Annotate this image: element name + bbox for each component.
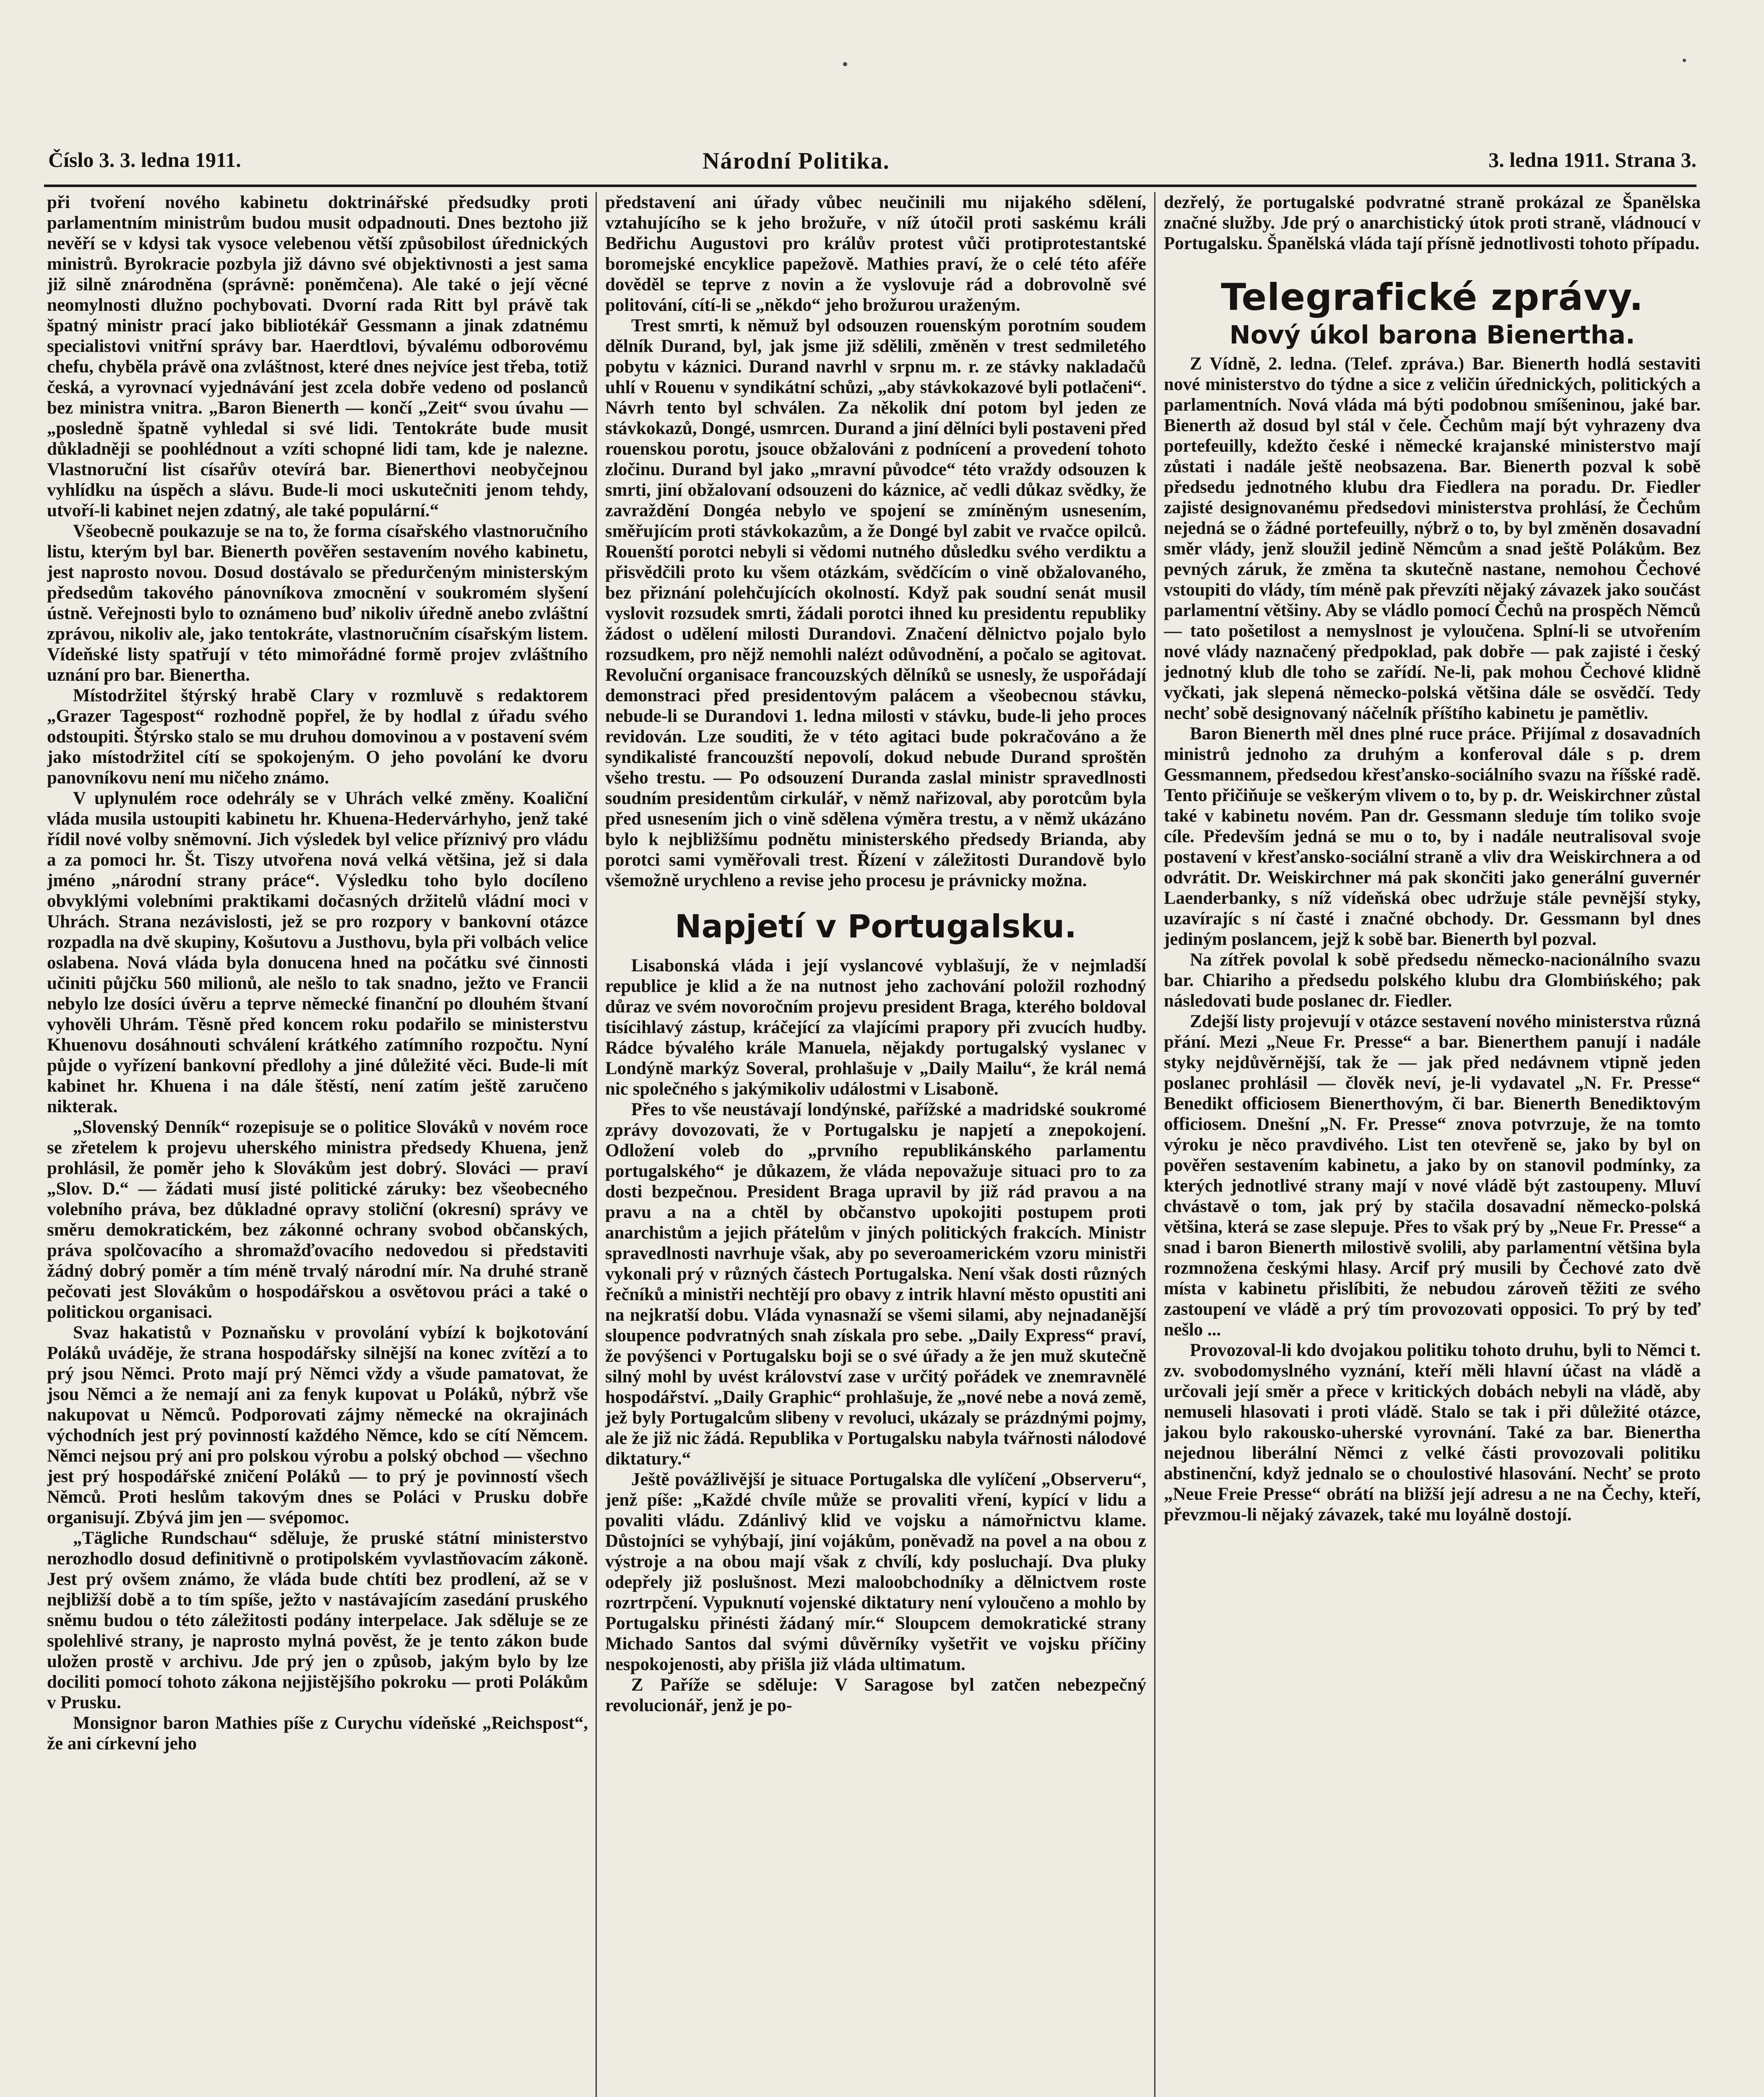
paragraph: Místodržitel štýrský hrabě Clary v rozmluvě s redaktorem „Grazer Tagespost“ rozhodně popřel, že by hodlal z úřadu svého odstoupiti. Štýrsko stalo se mu druhou domovinou a v postavení svém jako místodržitel cítí se spokojeným. O jeho povolání ke dvoru panovníkovu není mu ničeho známo. bbox=[47, 686, 588, 788]
header-date-page: 3. ledna 1911. Strana 3. bbox=[1488, 148, 1696, 172]
paragraph: dezřelý, že portugalské podvratné straně prokázal ze Španělska značné služby. Jde prý o anarchistický útok proti straně, vládnoucí v Portugalsku. Španělská vláda tají přísně jednotlivosti tohoto případu. bbox=[1164, 193, 1701, 253]
header-rule bbox=[44, 185, 1696, 187]
paragraph: V uplynulém roce odehrály se v Uhrách velké změny. Koaliční vláda musila ustoupiti kabinetu hr. Khuena-Hedervárhyho, jenž také řídil nové volby sněmovní. Jich výsledek byl velice příznivý pro vládu a za pomoci hr. Št. Tiszy utvořena nová velká většina, jež si dala jméno „národní strany práce“. Výsledku toho bylo docíleno obvyklými volebními praktikami dočasných držitelů vládní moci v Uhrách. Strana nezávislosti, jež se pro rozpory v bankovní otázce rozpadla na dvě skupiny, Košutovu a Justhovu, byla při volbách velice oslabena. Nová vláda byla donucena hned na počátku své činnosti učiniti půjčku 560 milionů, ale nešlo to tak snadno, ježto ve Francii nebylo lze dosíci úvěru a teprve německé finanční po dlouhém štvaní vyhověli Uhrám. Těsně před koncem roku podařilo se ministerstvu Khuenovu dosáhnouti schválení krátkého zatímního rozpočtu. Nyní půjde o vyřízení bankovní předlohy a jiné důležité věci. Bude-li mít kabinet hr. Khuena i na dále štěstí, není zatím ještě zaručeno nikterak. bbox=[47, 788, 588, 1116]
paragraph: Lisabonská vláda i její vyslancové vyblašují, že v nejmladší republice je klid a že na nutnost jeho zachování položil rozhodný důraz ve svém novoročním projevu president Braga, kterého boldoval tisícihlavý zástup, kráčející za vlajícími prapory při zvucích hudby. Rádce bývalého krále Manuela, nějakdy portugalský vyslanec v Londýně markýz Soveral, prohlašuje v „Daily Mailu“, že král nemá nic společného s jakýmikoliv událostmi v Lisaboně. bbox=[605, 956, 1146, 1099]
paragraph: při tvoření nového kabinetu doktrinářské předsudky proti parlamentním ministrům budou musit odpadnouti. Dnes beztoho již nevěří se v kdysi tak vysoce velebenou větší způsobilost úřednických ministrů. Byrokracie pozbyla již dávno své objektivnosti a jest sama již silně znárodněna (správně: poněmčena). Ale také o její věcné neomylnosti dlužno pochybovati. Dvorní rada Ritt byl právě tak špatný ministr prací jako bibliotékář Gessmann a jinak zdatnému specialistovi vnitřní správy bar. Haerdtlovi, bývalému odborovému chefu, chyběla právě ona zvláštnost, které dnes nejvíce jest třeba, totiž česká, a vyrovnací vyjednávání jest zcela dobře vedeno od poslanců bez ministra vnitra. „Baron Bienerth — končí „Zeit“ svou úvahu — „posledně špatně vyhledal si své lidi. Tentokráte bude musit důkladněji se poohlédnout a vzíti schopné lidi tam, kde je nalezne. Vlastnoruční list císařův otevírá bar. Bienerthovi neobyčejnou vyhlídku na úspěch a slávu. Bude-li moci uskutečniti jenom tehdy, utvoří-li kabinet nejen zdatný, ale také populární.“ bbox=[47, 193, 588, 520]
paragraph: Na zítřek povolal k sobě předsedu německo-nacionálního svazu bar. Chiariho a předsedu polského klubu dra Glombińského; pak následovati bude poslanec dr. Fiedler. bbox=[1164, 950, 1701, 1011]
print-speck bbox=[1683, 59, 1686, 62]
paragraph: Z Vídně, 2. ledna. (Telef. zpráva.) Bar. Bienerth hodlá sestaviti nové ministerstvo do týdne a sice z veličin úřednických, politických a parlamentních. Nová vláda má býti podobnou smíšeninou, jaké bar. Bienerth až dosud byl stál v čele. Čechům mají být vyhrazeny dva portefeuilly, kdežto české i německé krajanské ministerstvo mají zůstati i nadále ještě neobsazena. Bar. Bienerth pozval k sobě předsedu jednotného klubu dra Fiedlera na poradu. Dr. Fiedler zajisté designovanému předsedovi ministerstva prohlásí, že Čechům nejedná se o žádné portefeuilly, nýbrž o to, by byl změněn dosavadní směr vlády, jenž sloužil jedině Němcům a snad ještě Polákům. Bez pevných záruk, že změna ta skutečně nastane, nemohou Čechové vstoupiti do vlády, tím méně pak převzíti nějaký závazek jako součást parlamentní většiny. Aby se vládlo pomocí Čechů na prospěch Němců — tato pošetilost a nemyslnost je vyloučena. Splní-li se utvořením nové vlády naznačený předpoklad, pak dobře — pak zajisté i český jednotný klub dle toho se zařídí. Ne-li, pak mohou Čechové klidně vyčkati, jak slepená německo-polská většina dále se osvědčí. Tedy nechť sobě designovaný náčelník příštího kabinetu je pamětliv. bbox=[1164, 354, 1701, 723]
article-title-bienerth: Nový úkol barona Bienertha. bbox=[1229, 320, 1635, 350]
paragraph: představení ani úřady vůbec neučinili mu nijakého sdělení, vztahujícího se k jeho brožuře, v níž útočil proti saskému králi Bedřichu Augustovi pro králův protest vůči protiprotestantské boromejské encyklice papežově. Mathies praví, že o celé této aféře dověděl se teprve z novin a že vyslovuje rád a dobrovolně své politování, cítí-li se „někdo“ jeho brožurou uraženým. bbox=[605, 193, 1146, 315]
paragraph: Provozoval-li kdo dvojakou politiku tohoto druhu, byli to Němci t. zv. svobodomyslného vyznání, kteří měli hlavní účast na vládě a určovali její směr a přece v kritických dobách nebyli na vládě, aby nemuseli hlasovati i proti vládě. Stalo se tak i při důležité otázce, jakou bylo rakousko-uherské vyrovnání. Také za bar. Bienertha nejednou liberální Němci z velké části provozovali politiku abstinenční, když jednalo se o choulostivé hlasování. Nechť se proto „Neue Freie Presse“ obrátí na bližší její adresu a ne na Čechy, kteří, převzmou-li nějaký závazek, také mu loyálně dostojí. bbox=[1164, 1340, 1701, 1525]
column-divider bbox=[1154, 192, 1155, 2097]
paragraph: Zdejší listy projevují v otázce sestavení nového ministerstva různá přání. Mezi „Neue Fr. Presse“ a bar. Bienerthem panují i nadále styky nejdůvěrnější, tak že — jak před nedávnem vtipně jeden poslanec prohlásil — člověk neví, je-li vydavatel „N. Fr. Presse“ Benedikt officiosem Bienerthovým, či bar. Bienerth Benediktovým officiosem. Dnešní „N. Fr. Presse“ znova potvrzuje, že na tomto výroku je něco pravdivého. List ten otevřeně se, jako by byl on pověřen sestavením kabinetu, a jako by on stanovil podmínky, za kterých jednotlivé strany mají v nové vládě být zastoupeny. Mluví chvástavě o tom, jak prý by stačila dosavadní německo-polská většina, která se zase slepuje. Přes to však prý by „Neue Fr. Presse“ a snad i baron Bienerth milostivě svolili, aby parlamentní většina byla rozmnožena českými hlasy. Arcif prý musili by Čechové zato dvě místa v kabinetu přislíbiti, že nebudou zároveň těžiti ze svého zastoupení ve vládě a prý tím provozovati opposici. To prý by teď nešlo ... bbox=[1164, 1012, 1701, 1340]
paragraph: Z Paříže se sděluje: V Saragose byl zatčen nebezpečný revolucionář, jenž je po- bbox=[605, 1675, 1146, 1715]
masthead-title: Národní Politika. bbox=[702, 148, 890, 174]
paragraph: Přes to vše neustávají londýnské, pařížské a madridské soukromé zprávy dovozovati, že v Portugalsku je napjetí a znepokojení. Odložení voleb do „prvního republikánského parlamentu portugalského“ je důkazem, že vláda nepovažuje situaci pro to za dosti bezpečnou. President Braga upravil by již rád pravou a na pravu a na a chtěl by občanstvo upokojiti postupem proti anarchistům a jejich přátelům v jiných politických frakcích. Ministr spravedlnosti navrhuje však, aby po severoamerickém vzoru ministři vykonali prý v různých částech Portugalska. Není však dosti různých řečníků a ministři nechtějí pro obavy z intrik hlavní město opustiti ani na nejkratší dobu. Vláda vynasnaží se všemi silami, aby nejnadanější sloupence podvratných snah získala pro sebe. „Daily Express“ praví, že povýšenci v Portugalsku boji se o své úřady a že jen muž skutečně silný mohl by uvést království zase v určitý pořádek ve znemravnělé hospodářství. „Daily Graphic“ prohlašuje, že „nové nebe a nová země, jež byly Portugalcům slibeny v revoluci, ukázaly se prázdnými pojmy, ale že již nic žádá. Republika v Portugalsku nabyla tvářnosti nálodové diktatury.“ bbox=[605, 1100, 1146, 1469]
column-1 bbox=[47, 192, 588, 2097]
print-speck bbox=[843, 62, 847, 66]
column-divider bbox=[596, 192, 597, 2097]
paragraph: Monsignor baron Mathies píše z Curychu vídeňské „Reichspost“, že ani církevní jeho bbox=[47, 1713, 588, 1754]
section-title-telegraphic: Telegrafické zprávy. bbox=[1221, 276, 1644, 319]
paragraph: „Tägliche Rundschau“ sděluje, že pruské státní ministerstvo nerozhodlo dosud definitivně o protipolském vyvlastňovacím zákoně. Jest prý ovšem známo, že vláda bude chtíti bez prodlení, až se v nejbližší době a to tím spíše, ježto v nastávajícím zasedání pruského sněmu budou o této záležitosti podány interpelace. Jak sděluje se ze spolehlivé strany, je naprosto mylná pověst, že je tento zákon bude uložen prostě v archivu. Jde prý jen o způsob, jakým bylo by lze dociliti pomocí tohoto zákona nejjistějšího pokroku — proti Polákům v Prusku. bbox=[47, 1528, 588, 1712]
article-title-portugal: Napjetí v Portugalsku. bbox=[674, 908, 1077, 945]
paragraph: Trest smrti, k němuž byl odsouzen rouenským porotním soudem dělník Durand, byl, jak jsme již sdělili, změněn v trest sedmiletého pobytu v káznici. Durand navrhl v srpnu m. r. ze stávky nakladačů uhlí v Rouenu v syndikátní schůzi, „aby stávkokazové byli potlačeni“. Návrh tento byl schválen. Za několik dní potom byl jeden ze stávkokazů, Dongé, usmrcen. Durand a jiní dělníci byli postaveni před rouenskou porotu, jsouce obžalováni z podnícení a provedení tohoto zločinu. Durand byl jako „mravní původce“ této vraždy odsouzen k smrti, jiní obžalovaní odsouzeni do káznice, ač vedli důkaz svědky, že zavraždění Dongéa nebylo ve spojení se zmíněným usnesením, směřujícím proti stávkokazům, a že Dongé byl zabit ve rvačce opilců. Rouenští porotci nebyli si vědomi nutného důsledku svého verdiktu a přisvědčili proto ku všem otázkám, svědčícím o vině obžalovaného, bez přiznání polehčujících okolností. Když pak soudní senát musil vyslovit rozsudek smrti, žádali porotci ihned ku presidentu republiky žádost o udělení milosti Durandovi. Značení dělnictvo pojalo bylo rozsudkem, pro nějž nemohli nalézt odůvodnění, a počalo se agitovat. Revoluční organisace francouzských dělníků se usnesly, že uspořádají demonstraci před presidentovým palácem a všeobecnou stávku, nebude-li se Durandovi 1. ledna milosti v stávku, bude-li jeho proces revidován. Lze souditi, že v této agitaci bude pokračováno a že syndikalisté francouzští nepovolí, dokud nebude Durand sproštěn všeho trestu. — Po odsouzení Duranda zaslal ministr spravedlnosti soudním presidentům cirkulář, v němž nařizoval, aby porotcům byla před usnesením jich o vině sdělena výměra trestu, a v němž ukázáno bylo k nejbližšímu podnětu ministerského předsedy Brianda, aby porotci sami vyměřovali trest. Řízení v záležitosti Durandově bylo všemožně urychleno a revise jeho procesu je právnicky možna. bbox=[605, 316, 1146, 890]
column-2 bbox=[605, 192, 1146, 2097]
page-header bbox=[48, 148, 1696, 180]
paragraph: Všeobecně poukazuje se na to, že forma císařského vlastnoručního listu, kterým byl bar. Bienerth pověřen sestavením nového kabinetu, jest naprosto novou. Dosud dostávalo se předurčeným ministerským předsedům takového pánovníkova zmocnění v soukromém slyšení ústně. Veřejnosti bylo to oznámeno buď nikoliv úředně anebo zvláštní zprávou, nikoliv ale, jako tentokráte, vlastnoručním císařským listem. Vídeňské listy spatřují v této mimořádné formě projev zvláštního uznání pro bar. Bienertha. bbox=[47, 521, 588, 685]
header-issue-date: Číslo 3. 3. ledna 1911. bbox=[48, 148, 241, 172]
paragraph: Ještě povážlivější je situace Portugalska dle vylíčení „Observeru“, jenž píše: „Každé chvíle může se provaliti vření, kypící v lidu a povaliti vládu. Zdánlivý klid ve vojsku a námořnictvu klame. Důstojníci se vyhýbají, jiní vojákům, poněvadž na povel a na obou z výstroje a na obou mají však z chvílí, kdy posluchají. Dva pluky odepřely již poslušnost. Mezi maloobchodníky a dělnictvem roste rozrtrpčení. Vypuknutí vojenské diktatury není vyloučeno a mohlo by Portugalsku přinésti žádaný mír.“ Sloupcem demokratické strany Michado Santos dal svými důvěrníky vyšetřit ve vojsku příčiny nespokojenosti, aby přišla již vláda ultimatum. bbox=[605, 1470, 1146, 1674]
paragraph: „Slovenský Denník“ rozepisuje se o politice Slováků v novém roce se zřetelem k projevu uherského ministra předsedy Khuena, jenž prohlásil, že poměr jeho k Slovákům jest dobrý. Slováci — praví „Slov. D.“ — žádati musí jisté politické záruky: bez všeobecného volebního práva, bez důkladné opravy stoliční (okresní) správy ve směru demokratickém, bez zákonné ochrany svobod občanských, práva spolčovacího a shromažďovacího nedovedou si představiti žádný dobrý poměr a tím méně trvalý národní mír. Na druhé straně pečovati jest Slovákům o hospodářskou a osvětovou práci a také o politickou organisaci. bbox=[47, 1117, 588, 1322]
paragraph: Baron Bienerth měl dnes plné ruce práce. Přijímal z dosavadních ministrů jednoho za druhým a konferoval dále s p. drem Gessmannem, předsedou křesťansko-sociálního svazu na říšské radě. Tento přičiňuje se veškerým vlivem o to, by p. dr. Weiskirchner zůstal také v kabinetu novém. Pan dr. Gessmann sleduje tím toliko svoje cíle. Především jedná se mu o to, by i nadále neutralisoval svoje postavení v křesťansko-sociální straně a vliv dra Weiskirchnera a od odvrátit. Dr. Weiskirchner má pak skončiti jako generální guvernér Laenderbanky, s níž vídeňská obec udržuje stále pevnější styky, uzavírajíc s ní časté i značné obchody. Dr. Gessmann byl dnes jediným poslancem, jejž k sobě bar. Bienerth byl pozval. bbox=[1164, 724, 1701, 949]
paragraph: Svaz hakatistů v Poznaňsku v provolání vybízí k bojkotování Poláků uváděje, že strana hospodářsky silnější na konec zvítězí a to prý jsou Němci. Proto mají prý Němci vždy a všude pamatovat, že jsou Němci a že nemají ani za fenyk kupovat u Poláků, nýbrž vše nakupovat u Němců. Podporovati zájmy německé na okrajinách východních jest prý povinností každého Němce, kdo se cítí Němcem. Němci nejsou prý ani pro polskou výrobu a polský obchod — všechno jest prý hospodářské zničení Poláků — to prý je povinností všech Němců. Proti heslům takovým dnes se Poláci v Prusku dobře organisují. Zbývá jim jen — svépomoc. bbox=[47, 1323, 588, 1527]
column-3 bbox=[1164, 192, 1701, 2097]
